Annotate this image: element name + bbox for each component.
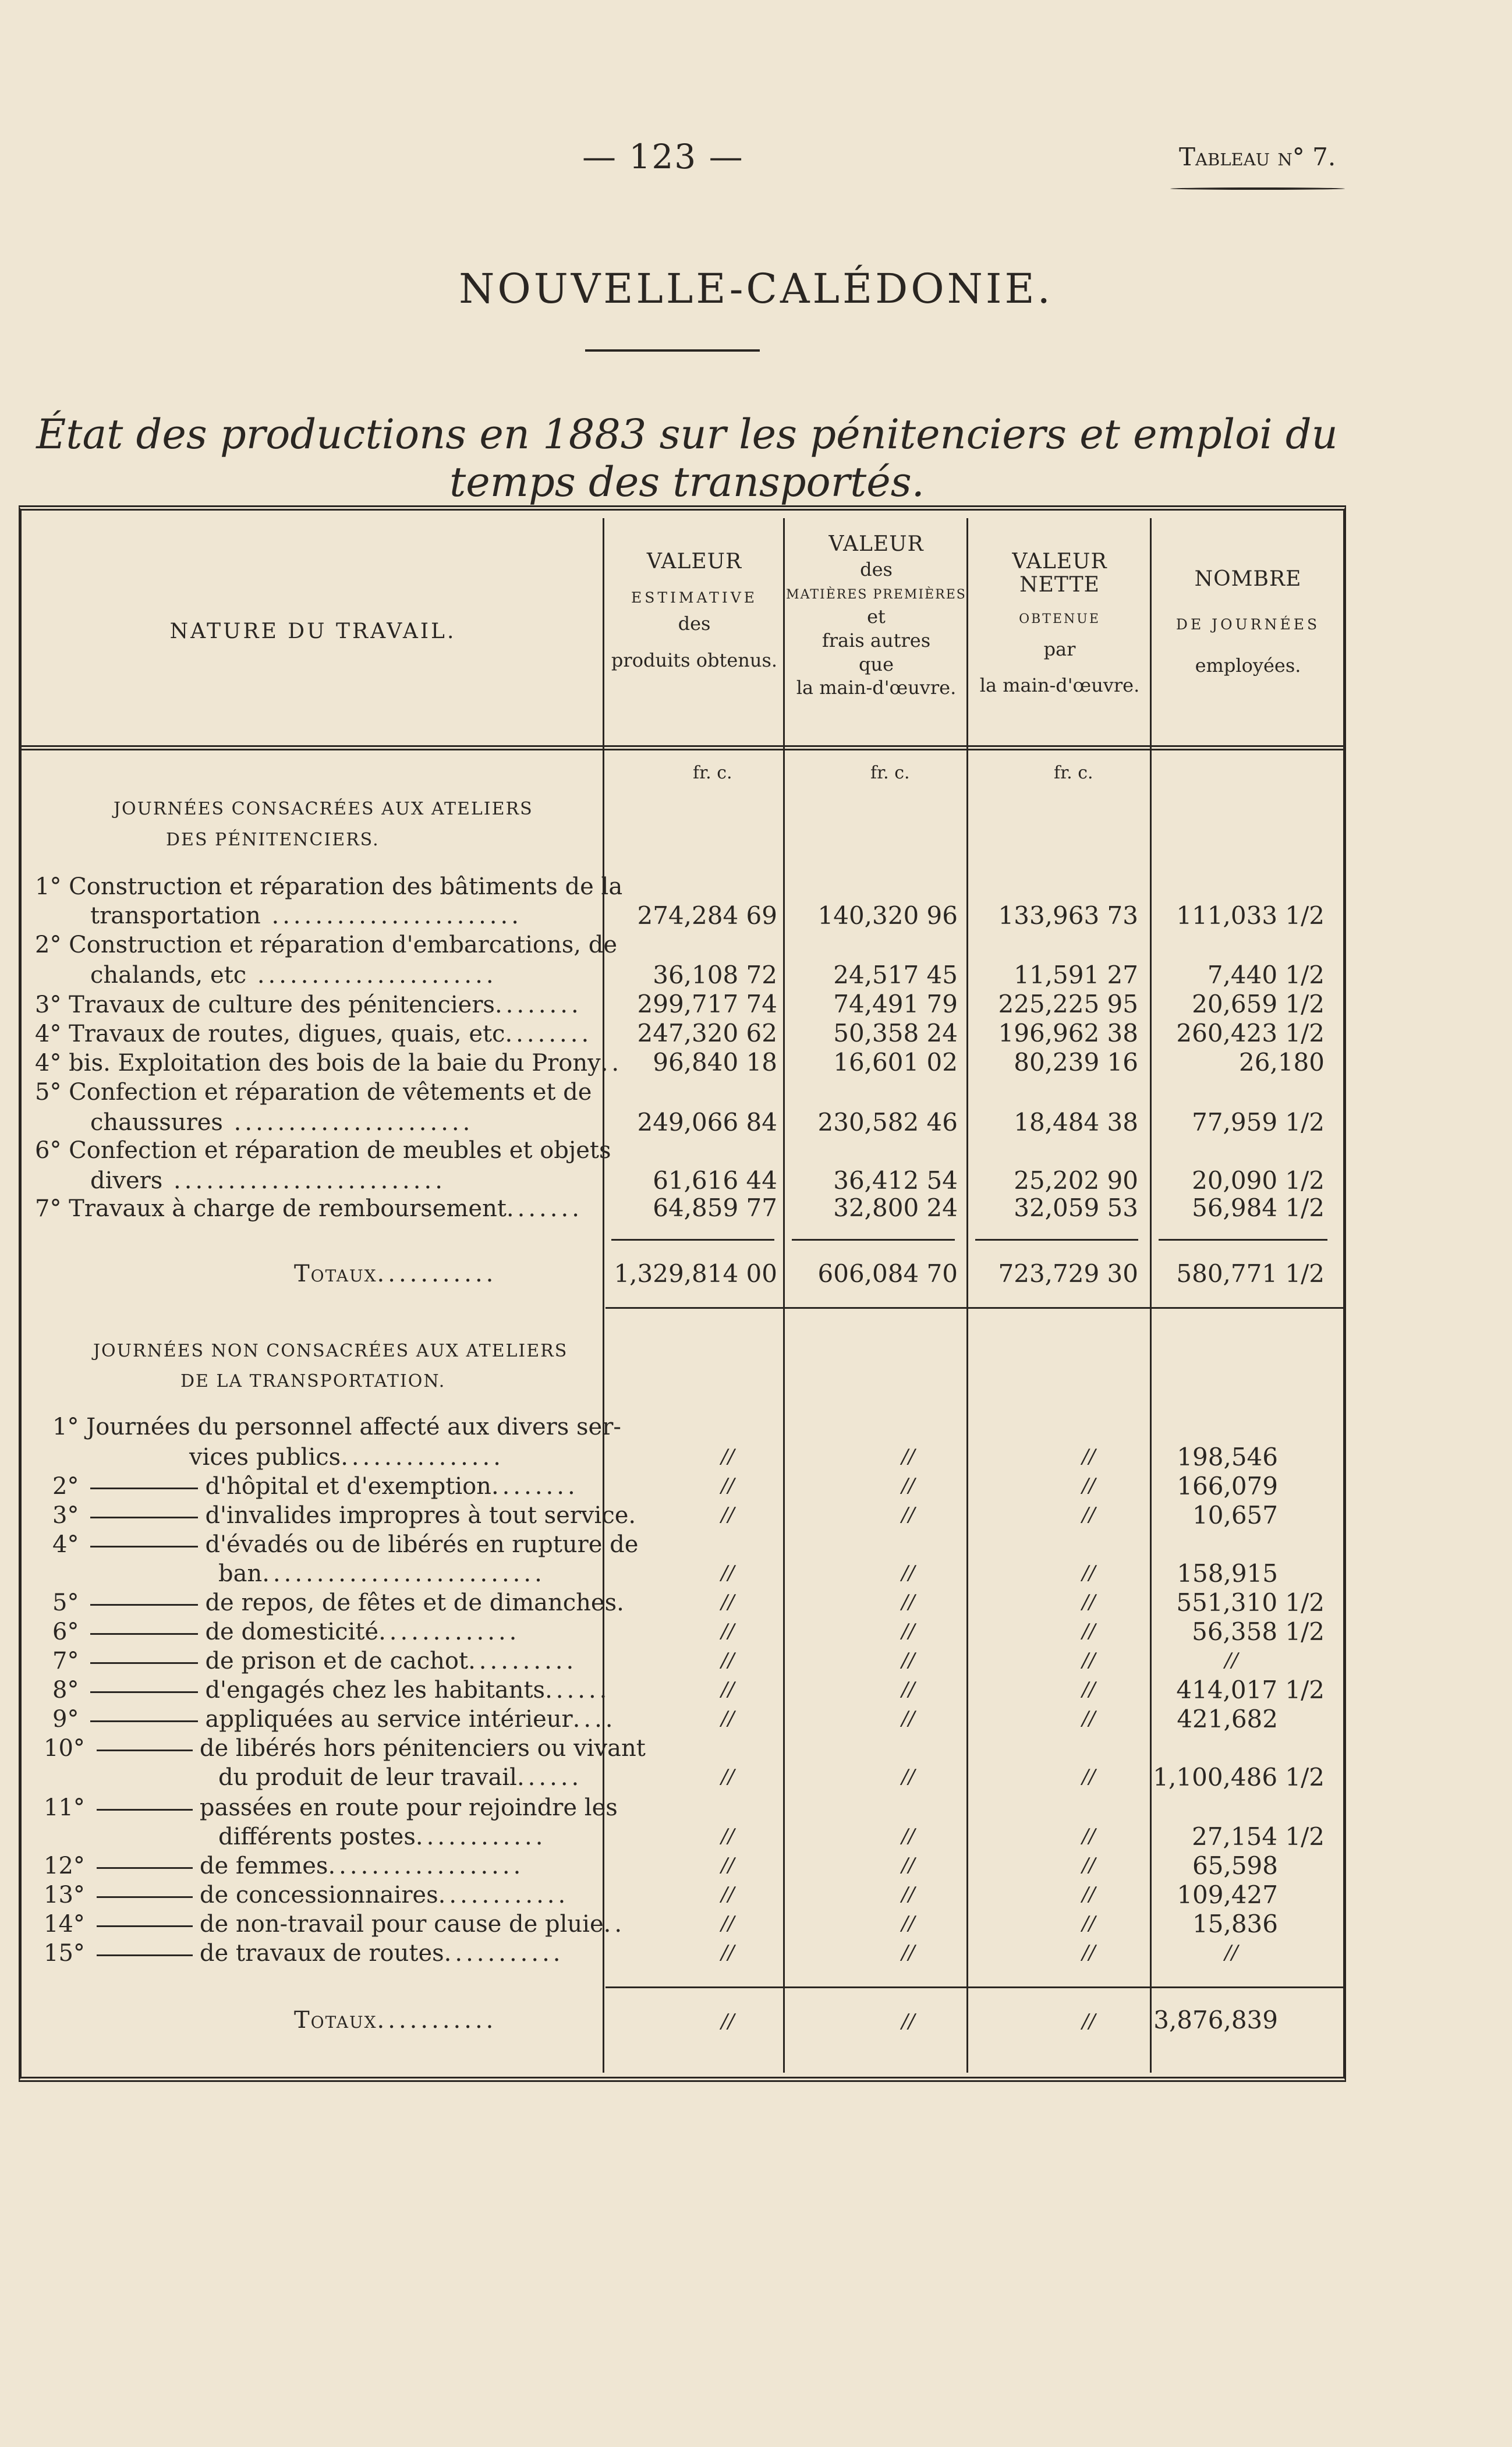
- value-nette: 133,963 73: [998, 901, 1138, 930]
- value-journees: 10,657: [1192, 1501, 1278, 1529]
- value-matieres: 230,582 46: [817, 1108, 958, 1136]
- total-estimative: //: [721, 2010, 735, 2033]
- value-estimative: 96,840 18: [653, 1048, 777, 1076]
- total-nette: //: [1082, 2010, 1096, 2033]
- total-estimative: 1,329,814 00: [614, 1259, 777, 1288]
- row-label: 9° appliquées au service intérieur....: [52, 1706, 617, 1733]
- value-nette: 18,484 38: [1014, 1108, 1138, 1136]
- row-label: chalands, etc ......................: [90, 962, 497, 989]
- value-nette: 32,059 53: [1014, 1194, 1138, 1222]
- row-label: 5° de repos, de fêtes et de dimanches.: [52, 1589, 628, 1616]
- value-estimative: 274,284 69: [637, 901, 777, 930]
- value-journees: 158,915: [1177, 1559, 1278, 1588]
- ditto-mark: //: [721, 1561, 735, 1585]
- row-label: 1° Journées du personnel affecté aux divers ser-: [52, 1414, 621, 1440]
- page-title: NOUVELLE-CALÉDONIE.: [459, 265, 1053, 313]
- tableau-reference: Tableau n° 7.: [1179, 143, 1336, 171]
- ditto-mark: //: [901, 1474, 915, 1497]
- row-label: 15° de travaux de routes...........: [44, 1940, 564, 1967]
- value-journees: 15,836: [1192, 1910, 1278, 1938]
- ditto-mark: //: [1082, 1561, 1096, 1585]
- value-matieres: 140,320 96: [817, 901, 958, 930]
- section-title: JOURNÉES NON CONSACRÉES AUX ATELIERS: [93, 1341, 568, 1361]
- page-number: — 123 —: [582, 137, 744, 176]
- value-journees: 7,440 1/2: [1207, 961, 1325, 989]
- value-journees: 56,358 1/2: [1192, 1617, 1325, 1646]
- ditto-mark: //: [721, 1883, 735, 1906]
- total-journees: 3,876,839: [1153, 2006, 1278, 2034]
- ditto-mark: //: [1082, 1445, 1096, 1468]
- ditto-mark: //: [901, 1561, 915, 1585]
- unit-label: fr. c.: [870, 763, 910, 783]
- value-journees: 20,090 1/2: [1192, 1166, 1325, 1195]
- ditto-mark: //: [1082, 1912, 1096, 1935]
- value-nette: 196,962 38: [998, 1019, 1138, 1047]
- ditto-mark: //: [1082, 1474, 1096, 1497]
- value-journees: 198,546: [1177, 1443, 1278, 1471]
- section-title: DES PÉNITENCIERS.: [166, 830, 380, 850]
- ditto-mark: //: [721, 1825, 735, 1848]
- section-title: DE LA TRANSPORTATION.: [180, 1371, 446, 1391]
- value-matieres: 32,800 24: [833, 1194, 958, 1222]
- row-label: 13° de concessionnaires............: [44, 1882, 569, 1908]
- ditto-mark: //: [1082, 1825, 1096, 1848]
- value-journees: //: [1224, 1649, 1238, 1672]
- value-estimative: 64,859 77: [653, 1194, 777, 1222]
- value-journees: //: [1224, 1941, 1238, 1964]
- sum-rule: [605, 1986, 1343, 1988]
- value-matieres: 50,358 24: [833, 1019, 958, 1047]
- ditto-mark: //: [721, 1649, 735, 1672]
- sum-rule: [1159, 1239, 1327, 1241]
- row-label: transportation .......................: [90, 902, 522, 929]
- section-rule: [605, 1307, 1343, 1309]
- value-journees: 166,079: [1177, 1472, 1278, 1500]
- ditto-mark: //: [901, 1591, 915, 1614]
- section-title: JOURNÉES CONSACRÉES AUX ATELIERS: [114, 799, 533, 819]
- row-label: 7° Travaux à charge de remboursement.......: [35, 1195, 583, 1222]
- header-valeur-matieres: VALEUR des MATIÈRES PREMIÈRES et frais autres que la main-d'œuvre.: [786, 532, 966, 699]
- value-journees: 20,659 1/2: [1192, 990, 1325, 1018]
- tableau-underline: [1170, 187, 1345, 190]
- value-journees: 260,423 1/2: [1176, 1019, 1325, 1047]
- ditto-mark: //: [1082, 1707, 1096, 1730]
- total-label: Totaux...........: [294, 2007, 497, 2034]
- row-label: vices publics...............: [189, 1444, 504, 1471]
- row-label: divers .........................: [90, 1167, 446, 1194]
- value-journees: 421,682: [1177, 1705, 1278, 1733]
- value-journees: 56,984 1/2: [1192, 1194, 1325, 1222]
- ditto-mark: //: [901, 1707, 915, 1730]
- ditto-mark: //: [901, 1854, 915, 1877]
- sum-rule: [611, 1239, 774, 1241]
- row-label: 14° de non-travail pour cause de pluie..: [44, 1911, 626, 1938]
- ditto-mark: //: [1082, 1883, 1096, 1906]
- row-label: 4° Travaux de routes, digues, quais, etc........: [35, 1021, 593, 1047]
- ditto-mark: //: [1082, 1854, 1096, 1877]
- value-nette: 225,225 95: [998, 990, 1138, 1018]
- value-matieres: 16,601 02: [833, 1048, 958, 1076]
- ditto-mark: //: [901, 1620, 915, 1643]
- ditto-mark: //: [901, 1765, 915, 1789]
- ditto-mark: //: [901, 1912, 915, 1935]
- ditto-mark: //: [901, 1445, 915, 1468]
- row-label: 4° d'évadés ou de libérés en rupture de: [52, 1531, 639, 1558]
- ditto-mark: //: [721, 1591, 735, 1614]
- total-nette: 723,729 30: [998, 1259, 1138, 1288]
- value-journees: 27,154 1/2: [1192, 1822, 1325, 1851]
- title-rule: [585, 349, 760, 352]
- row-label: 4° bis. Exploitation des bois de la baie du Prony..: [35, 1050, 623, 1076]
- ditto-mark: //: [1082, 1678, 1096, 1701]
- unit-label: fr. c.: [1054, 763, 1093, 783]
- ditto-mark: //: [901, 1649, 915, 1672]
- ditto-mark: //: [721, 1707, 735, 1730]
- value-journees: 26,180: [1239, 1048, 1325, 1076]
- ditto-mark: //: [721, 1912, 735, 1935]
- ditto-mark: //: [721, 1620, 735, 1643]
- row-label: 5° Confection et réparation de vêtements et de: [35, 1079, 592, 1106]
- value-estimative: 299,717 74: [637, 990, 777, 1018]
- row-label: ban..........................: [218, 1560, 546, 1587]
- ditto-mark: //: [1082, 1591, 1096, 1614]
- row-label: 6° de domesticité.............: [52, 1619, 520, 1645]
- value-estimative: 247,320 62: [637, 1019, 777, 1047]
- ditto-mark: //: [721, 1765, 735, 1789]
- value-journees: 414,017 1/2: [1176, 1676, 1325, 1704]
- row-label: 12° de femmes..................: [44, 1853, 525, 1879]
- ditto-mark: //: [1082, 1620, 1096, 1643]
- ditto-mark: //: [721, 1445, 735, 1468]
- header-nombre-journees: NOMBRE DE JOURNÉES employées.: [1175, 567, 1320, 677]
- row-label: chaussures ......................: [90, 1109, 474, 1136]
- row-label: 3° d'invalides impropres à tout service.: [52, 1502, 640, 1529]
- row-label: 10° de libérés hors pénitenciers ou vivant: [44, 1735, 646, 1762]
- header-valeur-nette: VALEUR NETTE OBTENUE par la main-d'œuvre.: [979, 550, 1140, 696]
- ditto-mark: //: [721, 1503, 735, 1527]
- row-label: 11° passées en route pour rejoindre les: [44, 1794, 618, 1821]
- value-estimative: 249,066 84: [637, 1108, 777, 1136]
- total-label: Totaux...........: [294, 1260, 497, 1287]
- ditto-mark: //: [1082, 1649, 1096, 1672]
- header-valeur-estimative: VALEUR ESTIMATIVE des produits obtenus.: [611, 550, 778, 672]
- ditto-mark: //: [1082, 1503, 1096, 1527]
- row-label: 1° Construction et réparation des bâtiments de la: [35, 873, 623, 900]
- value-journees: 551,310 1/2: [1176, 1588, 1325, 1617]
- ditto-mark: //: [901, 1678, 915, 1701]
- ditto-mark: //: [721, 1941, 735, 1964]
- ditto-mark: //: [901, 1503, 915, 1527]
- row-label: différents postes............: [218, 1823, 547, 1850]
- header-nature: NATURE DU TRAVAIL.: [169, 619, 456, 643]
- row-label: 6° Confection et réparation de meubles et objets: [35, 1137, 611, 1164]
- value-estimative: 36,108 72: [653, 961, 777, 989]
- row-label: 2° d'hôpital et d'exemption........: [52, 1473, 579, 1500]
- value-matieres: 36,412 54: [833, 1166, 958, 1195]
- value-matieres: 74,491 79: [833, 990, 958, 1018]
- total-matieres: //: [901, 2010, 915, 2033]
- value-journees: 1,100,486 1/2: [1153, 1763, 1325, 1791]
- value-estimative: 61,616 44: [653, 1166, 777, 1195]
- column-rule: [603, 518, 604, 2073]
- row-label: 8° d'engagés chez les habitants......: [52, 1677, 611, 1704]
- row-label: 2° Construction et réparation d'embarcations, de: [35, 932, 617, 958]
- row-label: 3° Travaux de culture des pénitenciers........: [35, 991, 582, 1018]
- total-journees: 580,771 1/2: [1176, 1259, 1325, 1288]
- sum-rule: [792, 1239, 955, 1241]
- page-subtitle: État des productions en 1883 sur les pénitenciers et emploi du temps des transportés.: [36, 410, 1338, 506]
- ditto-mark: //: [901, 1825, 915, 1848]
- value-journees: 77,959 1/2: [1192, 1108, 1325, 1136]
- ditto-mark: //: [721, 1678, 735, 1701]
- unit-label: fr. c.: [693, 763, 732, 783]
- row-label: du produit de leur travail......: [218, 1764, 583, 1791]
- value-nette: 80,239 16: [1014, 1048, 1138, 1076]
- ditto-mark: //: [721, 1854, 735, 1877]
- ditto-mark: //: [1082, 1765, 1096, 1789]
- value-nette: 25,202 90: [1014, 1166, 1138, 1195]
- row-label: 7° de prison et de cachot..........: [52, 1648, 578, 1674]
- value-journees: 109,427: [1177, 1881, 1278, 1909]
- value-nette: 11,591 27: [1014, 961, 1138, 989]
- ditto-mark: //: [901, 1941, 915, 1964]
- total-matieres: 606,084 70: [817, 1259, 958, 1288]
- ditto-mark: //: [1082, 1941, 1096, 1964]
- value-journees: 65,598: [1192, 1851, 1278, 1880]
- sum-rule: [975, 1239, 1138, 1241]
- ditto-mark: //: [721, 1474, 735, 1497]
- value-journees: 111,033 1/2: [1176, 901, 1325, 930]
- value-matieres: 24,517 45: [833, 961, 958, 989]
- header-rule: [22, 745, 1343, 750]
- ditto-mark: //: [901, 1883, 915, 1906]
